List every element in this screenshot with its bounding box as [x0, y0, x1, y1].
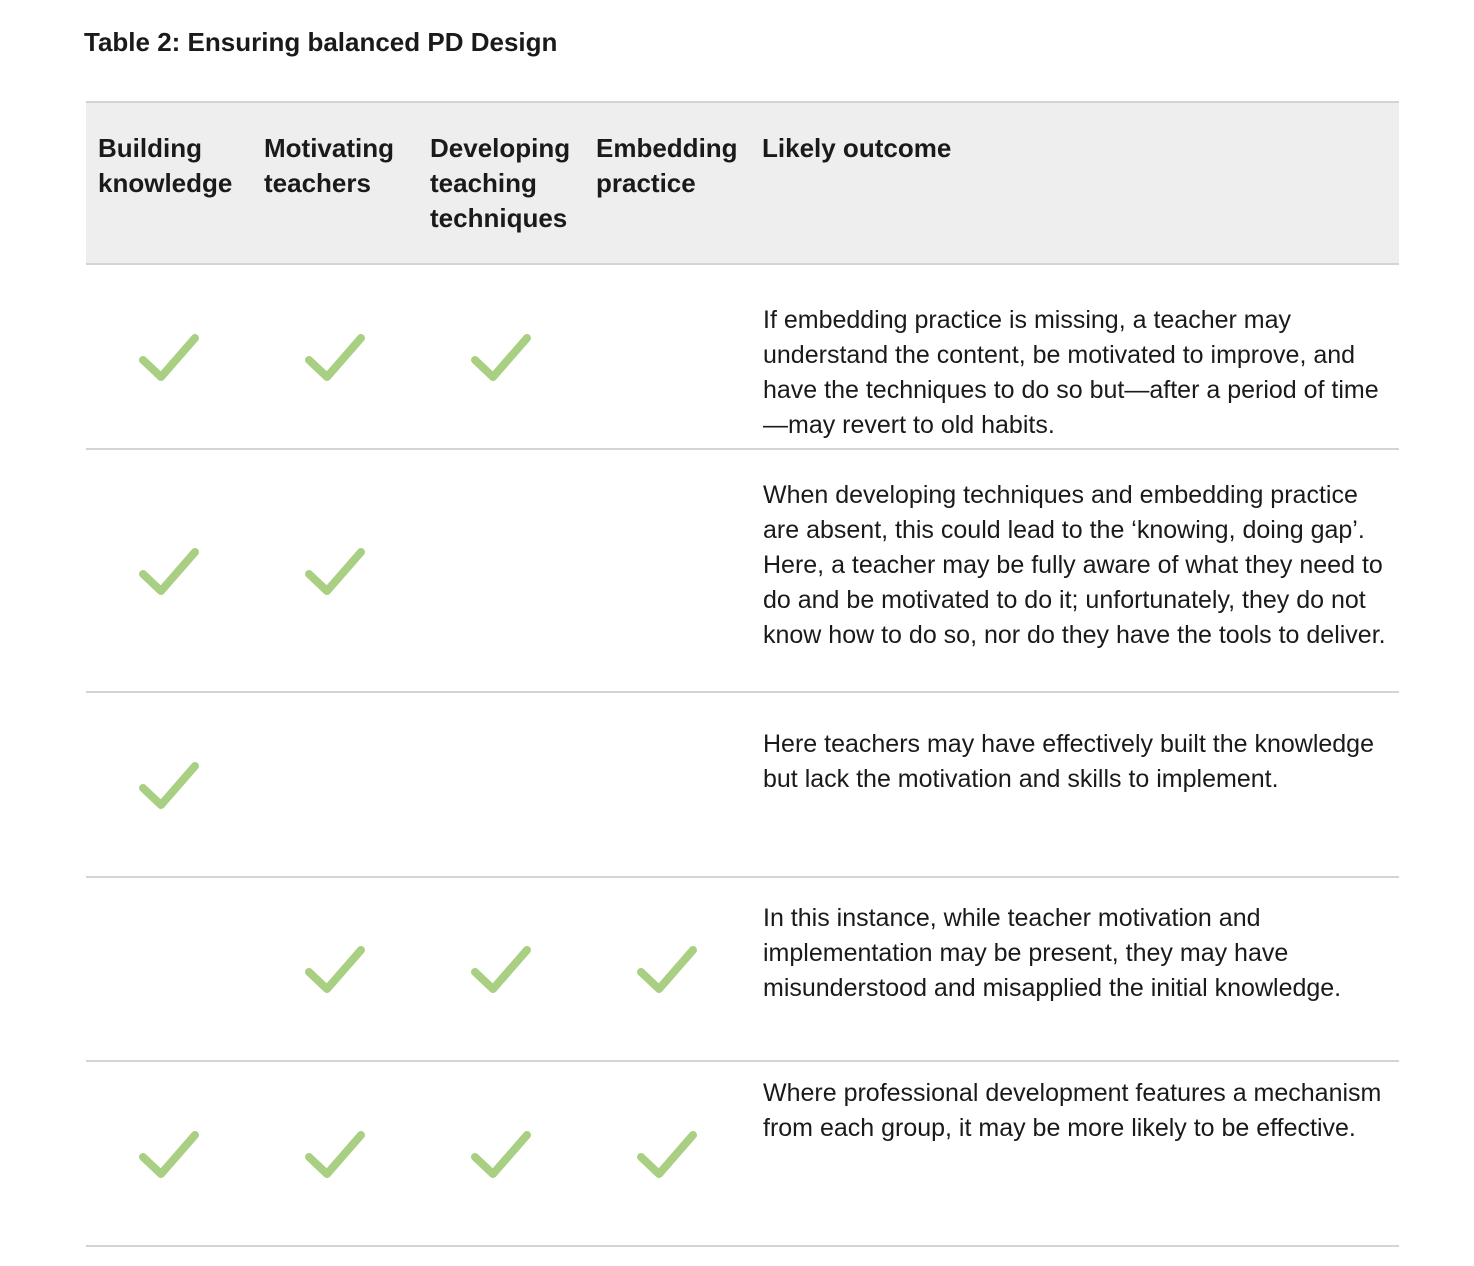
table-row: [86, 265, 1399, 450]
check-icon-building-knowledge: [137, 1129, 201, 1181]
table-row: [86, 878, 1399, 1062]
header-building-knowledge: Building knowledge: [98, 133, 233, 198]
outcome-text: When developing techniques and embedding practice are absent, this could lead to the ‘knowing, doing gap’. Here, a teacher may be fully aware of what they need to do and be motivated to do it; unfortunately, they do not know how to do so, nor do they have the tools to deliver.: [763, 481, 1386, 649]
outcome-text: Where professional development features a mechanism from each group, it may be more likely to be effective.: [763, 1079, 1382, 1142]
outcome-text: Here teachers may have effectively built the knowledge but lack the motivation and skills to implement.: [763, 730, 1374, 793]
table-row: [86, 693, 1399, 878]
check-icon-building-knowledge: [137, 546, 201, 598]
header-developing-techniques: Developing teaching techniques: [430, 133, 571, 233]
check-icon-motivating-teachers: [303, 1129, 367, 1181]
check-icon-motivating-teachers: [303, 944, 367, 996]
check-icon-building-knowledge: [137, 332, 201, 384]
table-row: [86, 1062, 1399, 1247]
check-icon-embedding-practice: [635, 1129, 699, 1181]
check-icon-embedding-practice: [635, 944, 699, 996]
check-icon-motivating-teachers: [303, 546, 367, 598]
outcome-text: In this instance, while teacher motivation and implementation may be present, they may have misunderstood and misapplied the initial knowledge.: [763, 904, 1342, 1002]
check-icon-developing-techniques: [469, 332, 533, 384]
header-motivating-teachers: Motivating teachers: [264, 133, 394, 198]
check-icon-developing-techniques: [469, 1129, 533, 1181]
header-embedding-practice: Embedding practice: [596, 133, 738, 198]
table-caption: Table 2: Ensuring balanced PD Design: [84, 27, 558, 57]
pd-design-table: [86, 101, 1399, 1247]
check-icon-motivating-teachers: [303, 332, 367, 384]
header-likely-outcome: Likely outcome: [762, 133, 952, 163]
table-row: [86, 450, 1399, 693]
table-header: [86, 101, 1399, 265]
check-icon-building-knowledge: [137, 760, 201, 812]
table-body: [86, 265, 1399, 1247]
outcome-text: If embedding practice is missing, a teacher may understand the content, be motivated to improve, and have the techniques to do so but—after a period of time—may revert to old habits.: [763, 306, 1379, 439]
check-icon-developing-techniques: [469, 944, 533, 996]
